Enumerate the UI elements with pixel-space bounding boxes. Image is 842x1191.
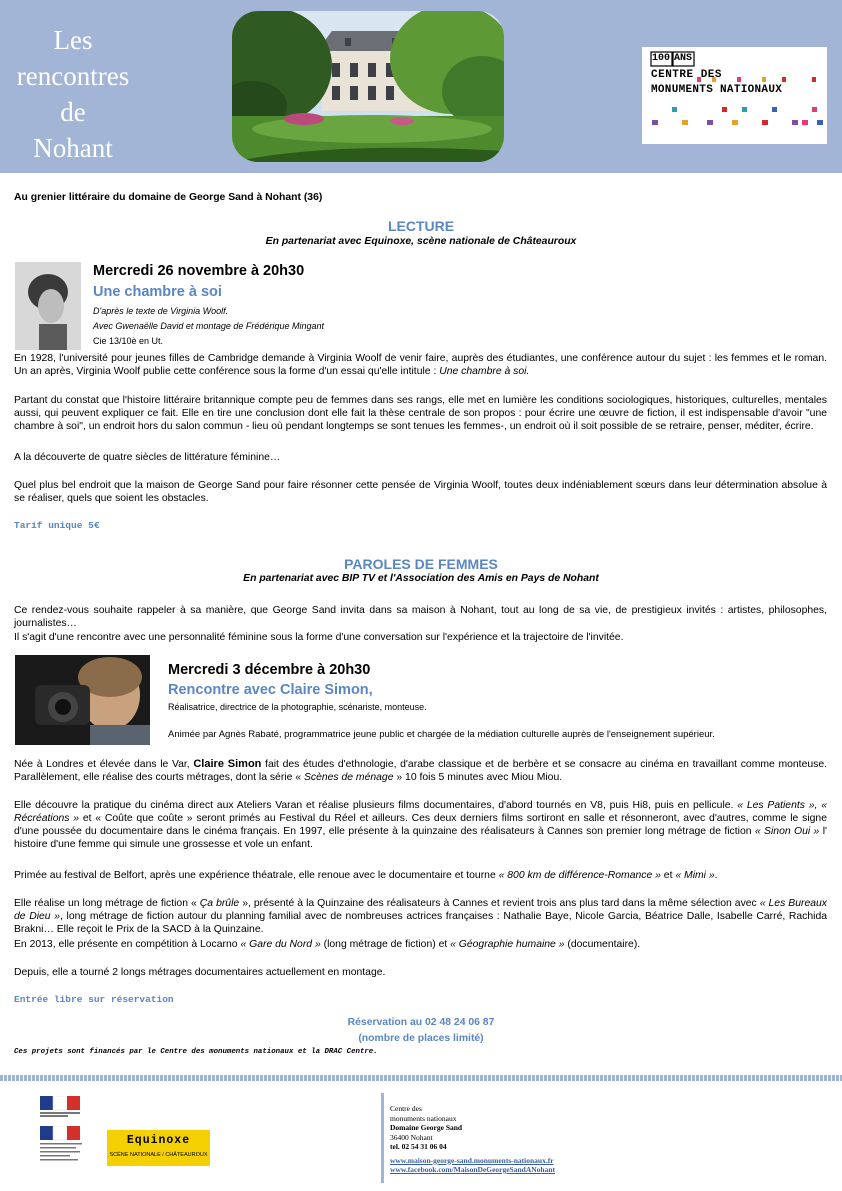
p4-text-e: , long métrage de fiction autour du planning familial avec de nombreuses actrices françaises : Nathalie Baye, Nicole Garcia, Béatrice Dalle, Isabelle Carré, Rachida Brakni… Elle reçoit le Prix de la SACD à la Quinzaine. — [14, 911, 827, 935]
p1-text-c: » 10 fois 5 minutes avec Miou Miou. — [393, 772, 563, 783]
title-line: Nohant — [33, 133, 113, 163]
lecture-paragraph-1 — [14, 352, 827, 378]
p3-film-1: « 800 km de différence-Romance » — [498, 870, 661, 881]
p1-text-a: Née à Londres et élevée dans le Var, — [14, 759, 194, 770]
paroles-intro-1: Ce rendez-vous souhaite rappeler à sa manière, que George Sand invita dans sa maison à Nohant, tout au long de sa vie, de prestigieux invités : artistes, philosophes, journalistes… — [14, 605, 827, 629]
p5-film-1: « Gare du Nord » — [240, 939, 321, 950]
lecture-date: Mercredi 26 novembre à 20h30 — [93, 263, 305, 279]
address-line: monuments nationaux — [390, 1113, 457, 1123]
footer-address — [390, 1104, 555, 1175]
paroles-partner: En partenariat avec BIP TV et l'Association des Amis en Pays de Nohant — [243, 573, 599, 584]
equinoxe-name: Equinoxe — [126, 1134, 191, 1147]
equinoxe-subtitle: SCÈNE NATIONALE / CHÂTEAUROUX — [109, 1152, 208, 1158]
equinoxe-logo — [107, 1130, 210, 1166]
paroles-role: Réalisatrice, directrice de la photographie, scénariste, monteuse. — [168, 702, 427, 712]
address-line: Centre des — [390, 1104, 422, 1113]
header-band — [0, 0, 842, 173]
logo-line2: MONUMENTS NATIONAUX — [651, 84, 783, 96]
paroles-paragraph-2 — [14, 799, 827, 851]
reservation-line-1: Réservation au 02 48 24 06 87 — [347, 1017, 495, 1028]
p2-sinon: « Sinon Oui » — [754, 826, 820, 837]
p4-film-2: « Les Bureaux de Dieu » — [14, 898, 827, 922]
lecture-paragraph-3: A la découverte de quatre siècles de littérature féminine… — [14, 452, 281, 463]
lecture-company: Cie 13/10è en Ut. — [93, 336, 164, 346]
paroles-title: Rencontre avec Claire Simon, — [168, 682, 373, 698]
p2-text-b: et « Coûte que coûte » seront primés au Festival du Réel et ailleurs. Ces deux derniers films sortiront en salle et résonneront, avec d'autres, comme le signe d'une poussée du documentaire dans le cinéma français. En 1997, elle présente à la quinzaine des réalisateurs à Cannes son premier long métrage de fiction — [14, 813, 827, 837]
paroles-paragraph-4 — [14, 897, 827, 936]
p1-series: Scènes de ménage — [303, 772, 394, 783]
title-line: Les — [53, 25, 93, 55]
footer-divider — [0, 1075, 842, 1081]
p1-text-b: fait des études d'ethnologie, d'arabe classique et de berbère et se consacre au cinéma en travaillant comme monteuse. Parallèlement, elle réalise des courts métrages, dont la série « — [14, 759, 827, 783]
p3-text-c: et — [660, 870, 676, 881]
funding-note: Ces projets sont financés par le Centre des monuments nationaux et la DRAC Centre. — [14, 1048, 378, 1056]
virginia-woolf-photo — [15, 262, 81, 350]
p5-text-a: En 2013, elle présente en compétition à Locarno — [14, 939, 241, 950]
lecture-p1-book: Une chambre à soi. — [439, 366, 530, 377]
p1-name: Claire Simon — [193, 758, 262, 770]
p3-text-a: Primée au festival de Belfort, après une expérience théatrale, elle renoue avec le documentaire et tourne — [14, 870, 499, 881]
p2-text-c: l' histoire d'une femme qui simule une grossesse et vole un enfant. — [14, 826, 827, 850]
lecture-heading: LECTURE — [387, 218, 455, 234]
paroles-paragraph-1 — [14, 758, 827, 784]
lecture-price: Tarif unique 5€ — [14, 520, 100, 531]
reservation-line-2: (nombre de places limité) — [358, 1033, 484, 1044]
paroles-host: Animée par Agnès Rabaté, programmatrice jeune public et chargée de la médiation culturelle auprès de l'enseignement supérieur. — [168, 729, 715, 740]
title-line: de — [60, 97, 86, 127]
paroles-paragraph-3 — [14, 869, 827, 882]
paroles-paragraph-5 — [14, 938, 827, 951]
republique-logo — [40, 1096, 80, 1118]
paroles-heading: PAROLES DE FEMMES — [344, 556, 498, 572]
lecture-paragraph-4: Quel plus bel endroit que la maison de George Sand pour faire résonner cette pensée de Virginia Woolf, toutes deux indéniablement sœurs dans leur détermination absolue à se réaliser, quels que soient les obstacles. — [14, 480, 827, 504]
logo-line1: CENTRE DES — [651, 69, 723, 81]
chateau-photo — [232, 11, 504, 162]
p4-film-1: Ça brûle — [199, 898, 240, 909]
claire-simon-photo — [15, 655, 150, 745]
ministere-culture-logo — [40, 1126, 82, 1166]
p5-text-c: (long métrage de fiction) et — [320, 939, 451, 950]
paroles-intro-2: Il s'agit d'une rencontre avec une personnalité féminine sous la forme d'une conversation sur l'expérience et la trajectoire de l'invitée. — [14, 632, 624, 643]
p4-text-c: », présenté à la Quinzaine des réalisateurs à Cannes et revient trois ans plus tard dans la même sélection avec — [239, 898, 760, 909]
logo-badge-bottom: ANS — [674, 53, 693, 64]
address-line: 36400 Nohant — [390, 1132, 433, 1142]
footer-separator — [381, 1093, 384, 1183]
p2-films: « Les Patients », « Récréations » — [14, 800, 827, 824]
address-phone: tel. 02 54 31 06 04 — [390, 1142, 447, 1151]
title-line: rencontres — [16, 61, 130, 91]
p4-text-a: Elle réalise un long métrage de fiction « — [14, 898, 200, 909]
p5-text-e: (documentaire). — [564, 939, 641, 950]
address-line: Domaine George Sand — [390, 1123, 463, 1132]
logo-badge-top: 100 — [652, 53, 671, 64]
paroles-entry: Entrée libre sur réservation — [14, 994, 174, 1005]
facebook-link[interactable]: www.facebook.com/MaisonDeGeorgeSandANohant — [390, 1165, 555, 1174]
p3-film-2: « Mimi » — [675, 870, 715, 881]
p3-text-e: . — [714, 870, 718, 881]
p2-text-a: Elle découvre la pratique du cinéma direct aux Ateliers Varan et réalise plusieurs films documentaires, d'abord tournés en V8, puis Hi8, puis en pellicule. — [14, 800, 738, 811]
lecture-credit-2: Avec Gwenaëlle David et montage de Frédérique Mingant — [93, 321, 324, 331]
lecture-p1-text: En 1928, l'université pour jeunes filles de Cambridge demande à Virginia Woolf de venir faire, auprès des étudiantes, une conférence autour du sujet : les femmes et le roman. Un an après, Virginia Woolf publie cette conférence sous la forme d'un essai qu'elle intitule : — [14, 353, 827, 377]
paroles-paragraph-6: Depuis, elle a tourné 2 longs métrages documentaires actuellement en montage. — [14, 967, 386, 978]
cmn-logo — [642, 47, 827, 144]
lecture-paragraph-2: Partant du constat que l'histoire littéraire britannique compte peu de femmes dans ses rangs, elle met en lumière les conditions sociologiques, historiques, culturelles, mentales aussi, qui peuvent expliquer ce fait. Elle en tire une conclusion dont elle fait la thèse centrale de son propos : pour écrire une œuvre de fiction, il est indispensable d'avoir "une chambre à soi", un endroit hors du salon commun - lieu où pendant longtemps se sont tenues les femmes-, un endroit où il soit possible de se retraire, penser, méditer, écrire. — [14, 395, 827, 432]
paroles-date: Mercredi 3 décembre à 20h30 — [168, 662, 371, 678]
lecture-title: Une chambre à soi — [93, 284, 222, 300]
lecture-partner: En partenariat avec Equinoxe, scène nationale de Châteauroux — [265, 236, 577, 247]
p5-film-2: « Géographie humaine » — [450, 939, 565, 950]
website-link[interactable]: www.maison-george-sand.monuments-nationaux.fr — [390, 1155, 554, 1165]
lecture-credit-1: D'après le texte de Virginia Woolf. — [93, 306, 229, 316]
intro-line: Au grenier littéraire du domaine de George Sand à Nohant (36) — [14, 192, 323, 203]
site-title — [8, 22, 138, 166]
